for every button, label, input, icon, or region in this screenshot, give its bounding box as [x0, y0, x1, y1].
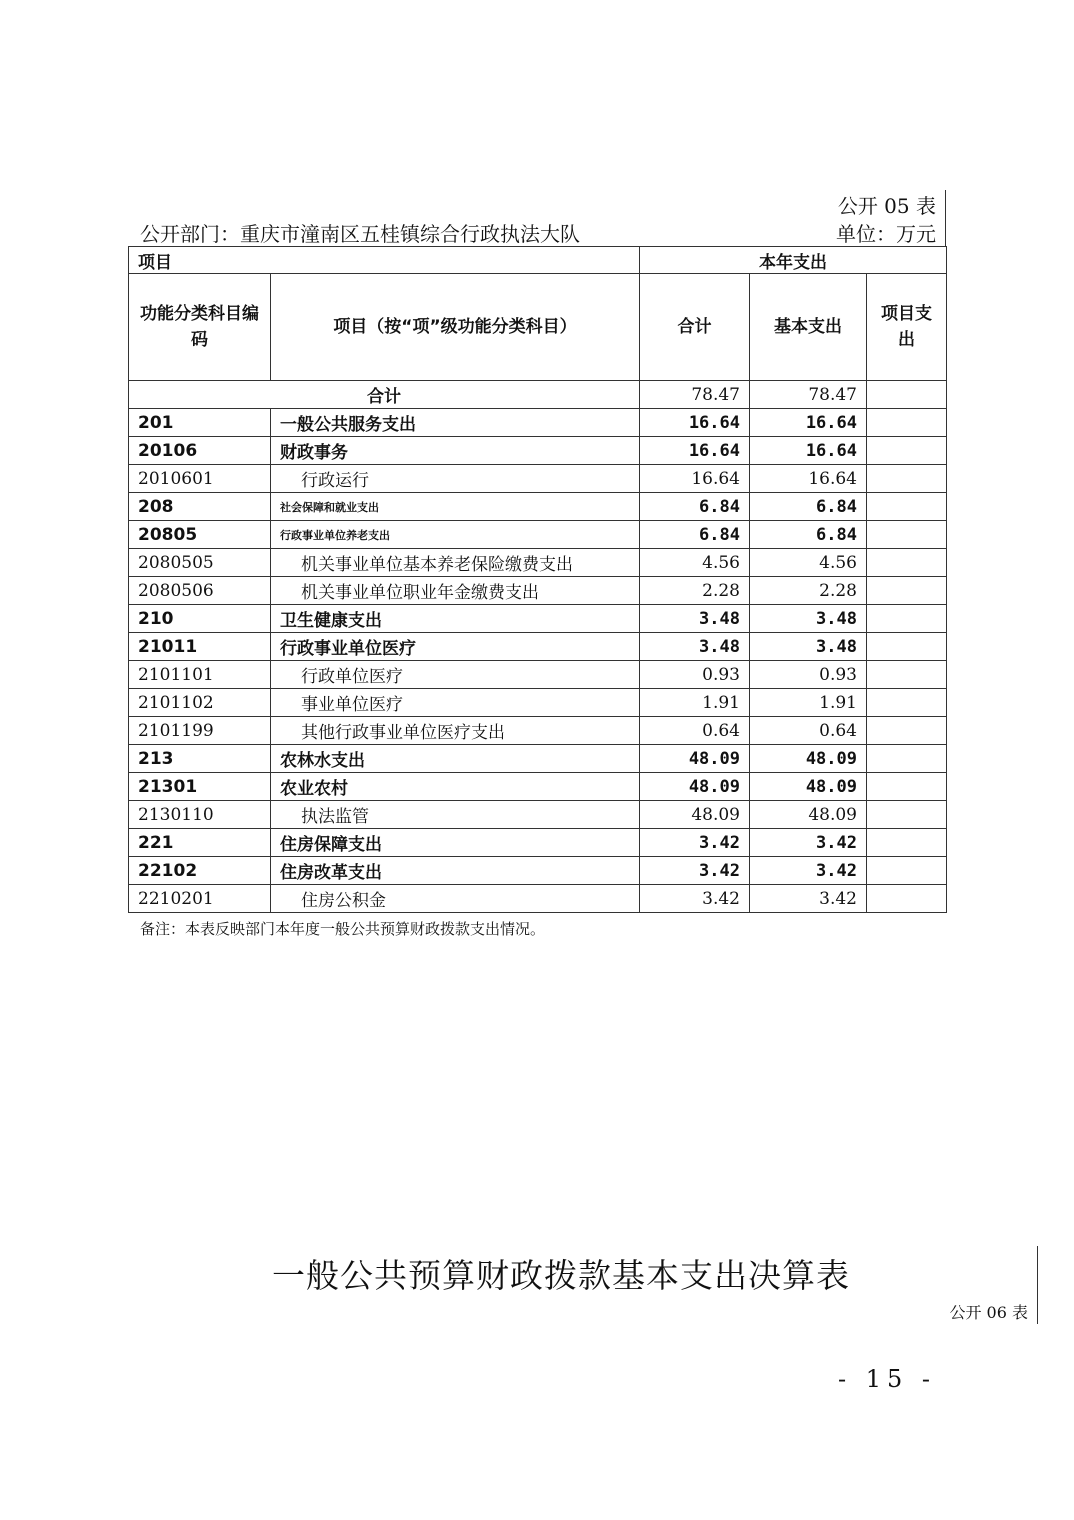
row-total: 16.64: [640, 437, 750, 465]
row-basic: 16.64: [750, 409, 867, 437]
table-row: [129, 689, 947, 717]
row-code: 21301: [129, 773, 271, 801]
col-header-basic: 基本支出: [750, 274, 867, 381]
col-header-name: 项目（按“项”级功能分类科目）: [271, 274, 640, 381]
table-row: [129, 773, 947, 801]
budget-table: [128, 246, 947, 913]
row-basic: 4.56: [750, 549, 867, 577]
total-label: 合计: [129, 381, 640, 409]
header-row-2: [129, 274, 947, 381]
row-code: 2130110: [129, 801, 271, 829]
row-basic: 48.09: [750, 801, 867, 829]
table-row: [129, 745, 947, 773]
row-total: 16.64: [640, 465, 750, 493]
row-total: 3.48: [640, 605, 750, 633]
row-basic: 1.91: [750, 689, 867, 717]
row-basic: 48.09: [750, 745, 867, 773]
row-project: [867, 493, 947, 521]
row-name: 行政运行: [271, 465, 640, 493]
table-row: [129, 885, 947, 913]
row-code: 2210201: [129, 885, 271, 913]
row-name: 一般公共服务支出: [271, 409, 640, 437]
department-label: 公开部门：重庆市潼南区五桂镇综合行政执法大队: [140, 222, 580, 246]
row-code: 221: [129, 829, 271, 857]
row-basic: 3.48: [750, 605, 867, 633]
row-project: [867, 745, 947, 773]
next-table-title: 一般公共预算财政拨款基本支出决算表: [272, 1256, 850, 1295]
row-project: [867, 661, 947, 689]
margin-line-top: [945, 190, 946, 246]
row-total: 48.09: [640, 745, 750, 773]
row-basic: 3.48: [750, 633, 867, 661]
row-basic: 3.42: [750, 829, 867, 857]
header-project: 项目: [129, 247, 640, 274]
table-row: [129, 437, 947, 465]
row-total: 3.48: [640, 633, 750, 661]
row-basic: 6.84: [750, 521, 867, 549]
row-code: 213: [129, 745, 271, 773]
row-project: [867, 409, 947, 437]
row-project: [867, 465, 947, 493]
row-name: 住房保障支出: [271, 829, 640, 857]
row-project: [867, 521, 947, 549]
table-row: [129, 465, 947, 493]
table-note: 备注：本表反映部门本年度一般公共预算财政拨款支出情况。: [140, 920, 546, 938]
row-project: [867, 829, 947, 857]
col-header-project: 项目支出: [867, 274, 947, 381]
row-code: 20106: [129, 437, 271, 465]
row-name: 社会保障和就业支出: [271, 493, 640, 521]
row-total: 1.91: [640, 689, 750, 717]
row-project: [867, 689, 947, 717]
row-name: 财政事务: [271, 437, 640, 465]
row-name: 住房改革支出: [271, 857, 640, 885]
table-row: [129, 801, 947, 829]
row-total: 16.64: [640, 409, 750, 437]
row-basic: 0.64: [750, 717, 867, 745]
row-basic: 16.64: [750, 437, 867, 465]
table-row: [129, 857, 947, 885]
row-total: 3.42: [640, 885, 750, 913]
row-basic: 0.93: [750, 661, 867, 689]
row-basic: 2.28: [750, 577, 867, 605]
row-project: [867, 773, 947, 801]
row-code: 210: [129, 605, 271, 633]
row-name: 行政单位医疗: [271, 661, 640, 689]
row-basic: 48.09: [750, 773, 867, 801]
row-project: [867, 801, 947, 829]
table-row: [129, 605, 947, 633]
row-name: 行政事业单位养老支出: [271, 521, 640, 549]
row-code: 2101199: [129, 717, 271, 745]
row-total: 48.09: [640, 801, 750, 829]
total-amount: 78.47: [640, 381, 750, 409]
row-name: 执法监管: [271, 801, 640, 829]
header-row-1: [129, 247, 947, 274]
row-total: 6.84: [640, 493, 750, 521]
col-header-total: 合计: [640, 274, 750, 381]
row-name: 事业单位医疗: [271, 689, 640, 717]
table-row: [129, 661, 947, 689]
row-name: 农林水支出: [271, 745, 640, 773]
row-code: 2080506: [129, 577, 271, 605]
unit-label: 单位：万元: [836, 222, 936, 246]
row-code: 21011: [129, 633, 271, 661]
row-project: [867, 577, 947, 605]
row-project: [867, 717, 947, 745]
row-name: 行政事业单位医疗: [271, 633, 640, 661]
form-number: 公开 05 表: [837, 194, 936, 218]
row-code: 20805: [129, 521, 271, 549]
row-total: 0.93: [640, 661, 750, 689]
row-code: 2101102: [129, 689, 271, 717]
row-name: 机关事业单位职业年金缴费支出: [271, 577, 640, 605]
row-project: [867, 857, 947, 885]
row-code: 2101101: [129, 661, 271, 689]
row-code: 2010601: [129, 465, 271, 493]
budget-table-body: [129, 247, 947, 913]
row-basic: 16.64: [750, 465, 867, 493]
row-name: 机关事业单位基本养老保险缴费支出: [271, 549, 640, 577]
row-total: 3.42: [640, 829, 750, 857]
row-total: 6.84: [640, 521, 750, 549]
row-total: 0.64: [640, 717, 750, 745]
table-row: [129, 521, 947, 549]
row-name: 其他行政事业单位医疗支出: [271, 717, 640, 745]
table-row: [129, 577, 947, 605]
table-row: [129, 633, 947, 661]
margin-line-bottom: [1037, 1246, 1038, 1324]
row-project: [867, 633, 947, 661]
row-basic: 6.84: [750, 493, 867, 521]
row-project: [867, 885, 947, 913]
row-basic: 3.42: [750, 857, 867, 885]
row-code: 2080505: [129, 549, 271, 577]
header-year-expense: 本年支出: [640, 247, 947, 274]
row-project: [867, 437, 947, 465]
total-row: [129, 381, 947, 409]
row-name: 卫生健康支出: [271, 605, 640, 633]
row-total: 4.56: [640, 549, 750, 577]
row-project: [867, 605, 947, 633]
row-project: [867, 549, 947, 577]
row-total: 3.42: [640, 857, 750, 885]
row-code: 208: [129, 493, 271, 521]
row-total: 2.28: [640, 577, 750, 605]
table-row: [129, 717, 947, 745]
row-code: 22102: [129, 857, 271, 885]
col-header-code: 功能分类科目编码: [129, 274, 271, 381]
next-form-number: 公开 06 表: [949, 1303, 1028, 1322]
total-basic: 78.47: [750, 381, 867, 409]
table-row: [129, 409, 947, 437]
table-row: [129, 829, 947, 857]
row-name: 农业农村: [271, 773, 640, 801]
page-number: - 15 -: [837, 1365, 936, 1393]
row-basic: 3.42: [750, 885, 867, 913]
table-row: [129, 493, 947, 521]
table-row: [129, 549, 947, 577]
row-total: 48.09: [640, 773, 750, 801]
total-project: [867, 381, 947, 409]
row-name: 住房公积金: [271, 885, 640, 913]
row-code: 201: [129, 409, 271, 437]
